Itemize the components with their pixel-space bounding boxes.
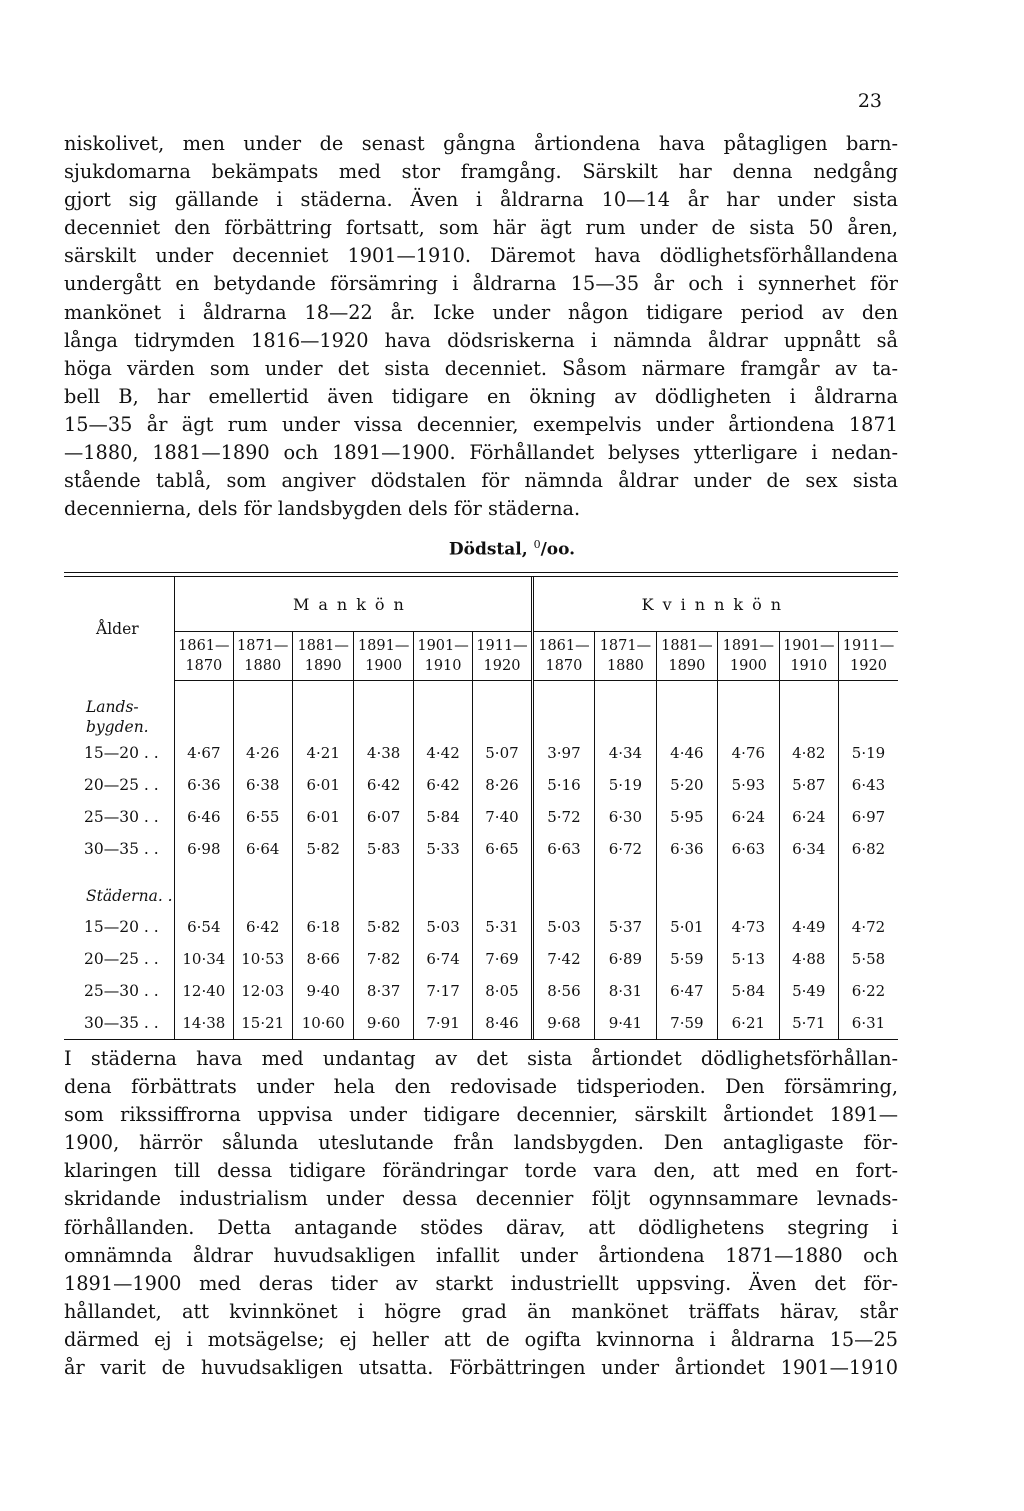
female-rate-cell: 4·34 <box>595 737 656 769</box>
male-rate-cell: 4·38 <box>354 737 413 769</box>
female-rate-cell: 5·20 <box>656 769 717 801</box>
period-header <box>532 632 594 681</box>
period-end: 1880 <box>244 658 282 674</box>
period-header <box>413 632 472 681</box>
text-line: decenniet den förbättring fortsatt, som här ägt rum under de sista 50 åren, <box>64 216 898 240</box>
paragraph-conclusion <box>64 1045 898 1382</box>
male-rate-cell: 10·60 <box>292 1007 353 1039</box>
male-rate-cell: 10·53 <box>233 943 292 975</box>
female-rate-cell: 4·49 <box>779 911 838 943</box>
period-header <box>779 632 838 681</box>
section-title <box>64 881 175 911</box>
text-line: dena förbättrats under hela den redovisade tidsperioden. Den försämring, <box>64 1075 898 1099</box>
male-rate-cell: 4·26 <box>233 737 292 769</box>
text-line: förhållanden. Detta antagande stödes därav, att dödlighetens stegring i <box>64 1215 898 1239</box>
female-rate-cell: 5·59 <box>656 943 717 975</box>
male-rate-cell: 6·36 <box>175 769 233 801</box>
male-rate-cell: 6·55 <box>233 801 292 833</box>
period-end: 1880 <box>606 658 644 674</box>
male-rate-cell: 6·64 <box>233 833 292 865</box>
age-group-label: 25—30 . . <box>84 982 159 1000</box>
caption-unit-sup: 0 <box>533 538 541 551</box>
period-header <box>595 632 656 681</box>
female-rate-cell: 6·89 <box>595 943 656 975</box>
female-rate-cell: 5·13 <box>718 943 779 975</box>
female-rate-cell: 5·95 <box>656 801 717 833</box>
period-header <box>718 632 779 681</box>
male-rate-cell: 8·37 <box>354 975 413 1007</box>
table-row <box>64 1007 898 1039</box>
male-rate-cell: 4·67 <box>175 737 233 769</box>
male-rate-cell: 9·60 <box>354 1007 413 1039</box>
male-rate-cell: 5·82 <box>354 911 413 943</box>
period-header <box>292 632 353 681</box>
male-rate-cell: 7·69 <box>473 943 532 975</box>
male-rate-cell: 5·03 <box>413 911 472 943</box>
text-line: bell B, har emellertid även tidigare en ökning av dödligheten i åldrarna <box>64 384 898 408</box>
period-end: 1890 <box>668 658 706 674</box>
text-line: år varit de huvudsakligen utsatta. Förbättringen under årtiondet 1901—1910 <box>64 1356 898 1380</box>
period-start: 1911— <box>842 638 895 654</box>
male-rate-cell: 5·83 <box>354 833 413 865</box>
death-rate-table <box>64 572 898 1040</box>
male-rate-cell: 6·98 <box>175 833 233 865</box>
period-end: 1900 <box>365 658 403 674</box>
male-rate-cell: 5·33 <box>413 833 472 865</box>
period-end: 1890 <box>304 658 342 674</box>
male-rate-cell: 8·66 <box>292 943 353 975</box>
period-start: 1901— <box>783 638 835 654</box>
male-rate-cell: 14·38 <box>175 1007 233 1039</box>
age-group-label: 30—35 . . <box>84 1014 159 1032</box>
male-rate-cell: 8·46 <box>473 1007 532 1039</box>
period-start: 1881— <box>297 638 349 654</box>
text-line: särskilt under decenniet 1901—1910. Däremot hava dödlighetsförhållandena <box>64 244 898 268</box>
age-group-label: 20—25 . . <box>84 950 159 968</box>
female-rate-cell: 4·73 <box>718 911 779 943</box>
male-rate-cell: 7·91 <box>413 1007 472 1039</box>
male-rate-cell: 5·07 <box>473 737 532 769</box>
male-rate-cell: 7·40 <box>473 801 532 833</box>
female-rate-cell: 6·63 <box>532 833 594 865</box>
female-rate-cell: 5·49 <box>779 975 838 1007</box>
female-rate-cell: 5·87 <box>779 769 838 801</box>
text-line: klaringen till dessa tidigare förändringar torde vara den, att med en fort- <box>64 1159 898 1183</box>
text-line: hållandet, att kvinnkönet i högre grad än mankönet träffats härav, står <box>64 1299 898 1323</box>
period-end: 1920 <box>483 658 521 674</box>
female-rate-cell: 6·34 <box>779 833 838 865</box>
period-end: 1910 <box>790 658 828 674</box>
period-start: 1871— <box>599 638 652 654</box>
period-start: 1891— <box>722 638 775 654</box>
female-rate-cell: 6·97 <box>839 801 899 833</box>
text-line: som rikssiffrorna uppvisa under tidigare decennier, särskilt årtiondet 1891— <box>64 1103 898 1127</box>
period-end: 1900 <box>729 658 767 674</box>
section-title-line: Lands- <box>86 698 139 716</box>
caption-unit: /oo. <box>540 539 576 560</box>
text-line: undergått en betydande försämring i åldrarna 15—35 år och i synnerhet för <box>64 272 898 296</box>
period-end: 1870 <box>545 658 583 674</box>
age-group-label: 15—20 . . <box>84 744 159 762</box>
text-line: skridande industrialism under dessa decennier följt ogynnsammare levnads- <box>64 1187 898 1211</box>
female-rate-cell: 4·88 <box>779 943 838 975</box>
text-line: —1880, 1881—1890 och 1891—1900. Förhållandet belyses ytterligare i nedan- <box>64 441 898 465</box>
section-title-line: Städerna. . <box>86 887 173 905</box>
text-line: decennierna, dels för landsbygden dels för städerna. <box>64 497 581 521</box>
male-rate-cell: 6·18 <box>292 911 353 943</box>
female-rate-cell: 5·72 <box>532 801 594 833</box>
female-rate-cell: 6·43 <box>839 769 899 801</box>
text-line: mankönet i åldrarna 18—22 år. Icke under någon tidigare period av den <box>64 300 898 324</box>
text-line: gjort sig gällande i städerna. Även i åldrarna 10—14 år har under sista <box>64 188 898 212</box>
female-rate-cell: 6·31 <box>839 1007 899 1039</box>
male-rate-cell: 6·46 <box>175 801 233 833</box>
male-rate-cell: 6·07 <box>354 801 413 833</box>
female-rate-cell: 6·30 <box>595 801 656 833</box>
male-rate-cell: 12·03 <box>233 975 292 1007</box>
table-row <box>64 975 898 1007</box>
table-row <box>64 769 898 801</box>
male-rate-cell: 5·84 <box>413 801 472 833</box>
period-start: 1891— <box>357 638 410 654</box>
female-rate-cell: 5·93 <box>718 769 779 801</box>
age-header: Ålder <box>96 619 139 638</box>
male-rate-cell: 6·42 <box>233 911 292 943</box>
male-rate-cell: 8·26 <box>473 769 532 801</box>
male-rate-cell: 9·40 <box>292 975 353 1007</box>
female-rate-cell: 9·68 <box>532 1007 594 1039</box>
text-line: niskolivet, men under de senast gångna årtiondena hava påtagligen barn- <box>64 132 898 155</box>
table-row <box>64 833 898 865</box>
period-header <box>839 632 899 681</box>
female-rate-cell: 4·82 <box>779 737 838 769</box>
female-rate-cell: 5·03 <box>532 911 594 943</box>
period-end: 1920 <box>850 658 887 674</box>
period-header <box>233 632 292 681</box>
male-rate-cell: 4·42 <box>413 737 472 769</box>
period-start: 1871— <box>237 638 289 654</box>
female-rate-cell: 9·41 <box>595 1007 656 1039</box>
table-row <box>64 801 898 833</box>
period-header <box>656 632 717 681</box>
female-rate-cell: 7·42 <box>532 943 594 975</box>
text-line: därmed ej i motsägelse; ej heller att de ogifta kvinnorna i åldrarna 15—25 <box>64 1327 898 1351</box>
period-header <box>175 632 233 681</box>
male-rate-cell: 6·42 <box>354 769 413 801</box>
female-rate-cell: 6·24 <box>718 801 779 833</box>
female-rate-cell: 5·84 <box>718 975 779 1007</box>
female-rate-cell: 6·72 <box>595 833 656 865</box>
male-rate-cell: 7·82 <box>354 943 413 975</box>
female-rate-cell: 6·24 <box>779 801 838 833</box>
female-rate-cell: 5·71 <box>779 1007 838 1039</box>
male-rate-cell: 15·21 <box>233 1007 292 1039</box>
female-rate-cell: 8·31 <box>595 975 656 1007</box>
female-rate-cell: 4·76 <box>718 737 779 769</box>
caption-text: Dödstal, <box>448 539 528 560</box>
age-group-label: 20—25 . . <box>84 776 159 794</box>
male-group-header: Mankön <box>175 577 533 632</box>
text-line: stående tablå, som angiver dödstalen för nämnda åldrar under de sex sista <box>64 469 898 493</box>
table-row <box>64 943 898 975</box>
age-group-label: 15—20 . . <box>84 918 159 936</box>
male-rate-cell: 7·17 <box>413 975 472 1007</box>
female-rate-cell: 7·59 <box>656 1007 717 1039</box>
male-rate-cell: 4·21 <box>292 737 353 769</box>
female-rate-cell: 5·01 <box>656 911 717 943</box>
female-rate-cell: 3·97 <box>532 737 594 769</box>
female-rate-cell: 4·72 <box>839 911 899 943</box>
female-rate-cell: 5·19 <box>595 769 656 801</box>
female-group-header: Kvinnkön <box>532 577 898 632</box>
male-rate-cell: 6·01 <box>292 801 353 833</box>
table-row <box>64 737 898 769</box>
male-rate-cell: 5·82 <box>292 833 353 865</box>
period-end: 1910 <box>424 658 462 674</box>
text-line: sjukdomarna bekämpats med stor framgång. Särskilt har denna nedgång <box>64 160 898 184</box>
page-number: 23 <box>857 90 882 112</box>
female-rate-cell: 6·36 <box>656 833 717 865</box>
male-rate-cell: 8·05 <box>473 975 532 1007</box>
text-line: 15—35 år ägt rum under vissa decennier, exempelvis under årtiondena 1871 <box>64 412 898 436</box>
table-caption <box>0 538 1024 560</box>
period-start: 1861— <box>538 638 590 654</box>
period-end: 1870 <box>185 658 223 674</box>
female-rate-cell: 5·16 <box>532 769 594 801</box>
table-row <box>64 911 898 943</box>
period-header <box>354 632 413 681</box>
female-rate-cell: 5·58 <box>839 943 899 975</box>
text-line: långa tidrymden 1816—1920 hava dödsriskerna i nämnda åldrar uppnått så <box>64 328 898 352</box>
text-line: 1900, härrör sålunda uteslutande från landsbygden. Den antagligaste för- <box>64 1131 898 1155</box>
female-rate-cell: 6·21 <box>718 1007 779 1039</box>
period-header <box>473 632 532 681</box>
female-rate-cell: 6·63 <box>718 833 779 865</box>
female-rate-cell: 4·46 <box>656 737 717 769</box>
period-start: 1861— <box>178 638 230 654</box>
male-rate-cell: 5·31 <box>473 911 532 943</box>
male-rate-cell: 6·65 <box>473 833 532 865</box>
female-rate-cell: 6·82 <box>839 833 899 865</box>
period-start: 1881— <box>661 638 713 654</box>
text-line: omnämnda åldrar huvudsakligen infallit under årtiondena 1871—1880 och <box>64 1243 898 1267</box>
text-line: I städerna hava med undantag av det sista årtiondet dödlighetsförhållan- <box>64 1047 898 1070</box>
section-title <box>64 697 175 737</box>
age-group-label: 25—30 . . <box>84 808 159 826</box>
male-rate-cell: 6·01 <box>292 769 353 801</box>
text-line: 1891—1900 med deras tider av starkt industriellt uppsving. Även det för- <box>64 1271 898 1295</box>
female-rate-cell: 8·56 <box>532 975 594 1007</box>
male-rate-cell: 6·54 <box>175 911 233 943</box>
age-group-label: 30—35 . . <box>84 840 159 858</box>
male-rate-cell: 12·40 <box>175 975 233 1007</box>
text-line: höga värden som under det sista decenniet. Såsom närmare framgår av ta- <box>64 356 898 380</box>
paragraph-intro <box>64 130 898 523</box>
period-start: 1901— <box>417 638 469 654</box>
female-rate-cell: 5·37 <box>595 911 656 943</box>
female-rate-cell: 6·22 <box>839 975 899 1007</box>
female-rate-cell: 5·19 <box>839 737 899 769</box>
male-rate-cell: 6·74 <box>413 943 472 975</box>
male-rate-cell: 10·34 <box>175 943 233 975</box>
male-rate-cell: 6·38 <box>233 769 292 801</box>
female-rate-cell: 6·47 <box>656 975 717 1007</box>
section-title-line: bygden. <box>86 718 149 736</box>
period-start: 1911— <box>476 638 528 654</box>
male-rate-cell: 6·42 <box>413 769 472 801</box>
